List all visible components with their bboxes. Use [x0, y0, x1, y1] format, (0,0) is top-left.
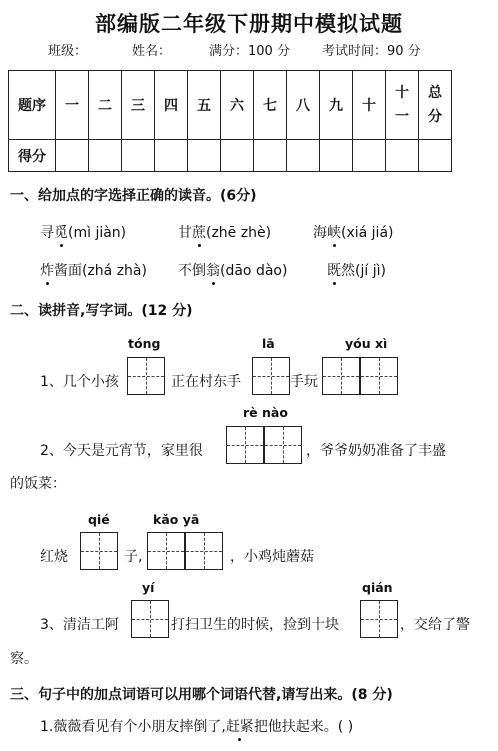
- score-cell[interactable]: [122, 140, 155, 172]
- q2-text-a: 2、今天是元宵节，家里很: [40, 443, 203, 459]
- col-header-eleven: 十 一: [386, 71, 419, 140]
- col-header: 三: [122, 71, 155, 140]
- score-cell[interactable]: [320, 140, 353, 172]
- q2-text-b: ，爷爷奶奶准备了丰盛: [306, 443, 446, 459]
- pinyin-tong: tóng: [128, 336, 161, 351]
- col-header: 五: [188, 71, 221, 140]
- score-cell[interactable]: [56, 140, 89, 172]
- pinyin-item: 寻觅(mì jiàn): [40, 222, 126, 242]
- row-label-tixu: 题序: [9, 71, 56, 140]
- write-box[interactable]: [226, 426, 264, 464]
- pinyin-youxi: yóu xì: [345, 336, 388, 351]
- write-box[interactable]: [264, 426, 302, 464]
- q2b-text-c: ，小鸡炖蘑菇: [230, 549, 314, 565]
- name-label: 姓名：: [132, 44, 172, 59]
- col-header: 四: [155, 71, 188, 140]
- write-box[interactable]: [360, 357, 398, 395]
- exam-time: 考试时间：90 分: [322, 44, 421, 59]
- pinyin-renao: rè nào: [243, 405, 288, 420]
- q1-text-b: 正在村东手: [171, 374, 241, 390]
- score-cell[interactable]: [419, 140, 452, 172]
- score-cell[interactable]: [287, 140, 320, 172]
- score-cell[interactable]: [188, 140, 221, 172]
- table-row: [9, 140, 452, 172]
- col-header: 二: [89, 71, 122, 140]
- pinyin-qie: qié: [88, 512, 110, 527]
- section3-heading: 三、句子中的加点词语可以用哪个词语代替,请写出来。(8 分): [10, 687, 393, 703]
- write-box[interactable]: [185, 532, 223, 570]
- pinyin-item: 海峡(xiá jiá): [313, 222, 394, 242]
- page-title: 部编版二年级下册期中模拟试题: [95, 12, 403, 36]
- row-label-defen: 得分: [9, 140, 56, 172]
- score-cell[interactable]: [254, 140, 287, 172]
- section2-heading: 二、读拼音,写字词。(12 分): [10, 303, 193, 319]
- write-box[interactable]: [80, 532, 118, 570]
- full-score: 满分：100 分: [209, 44, 290, 59]
- write-box[interactable]: [360, 600, 398, 638]
- score-cell[interactable]: [221, 140, 254, 172]
- pinyin-item: 既然(jí jì): [327, 260, 386, 280]
- score-table: [8, 70, 452, 172]
- pinyin-item: 不倒翁(dāo dào): [178, 260, 287, 280]
- q2b-text-b: 子,: [124, 549, 143, 565]
- class-label: 班级：: [48, 44, 88, 59]
- q3-text-d: 察。: [10, 651, 38, 667]
- score-cell[interactable]: [353, 140, 386, 172]
- pinyin-item: 甘蔗(zhē zhè): [178, 222, 271, 242]
- pinyin-kaoya: kǎo yā: [153, 512, 200, 527]
- q1-text-a: 1、几个小孩: [40, 374, 119, 390]
- write-box[interactable]: [252, 357, 290, 395]
- col-header-total: 总 分: [419, 71, 452, 140]
- table-row: [9, 71, 452, 140]
- write-box[interactable]: [147, 532, 185, 570]
- write-box[interactable]: [131, 600, 169, 638]
- col-header: 一: [56, 71, 89, 140]
- q3-text-c: ，交给了警: [400, 617, 470, 633]
- pinyin-yi: yí: [142, 580, 155, 595]
- q3-text-b: 打扫卫生的时候，捡到十块: [171, 617, 339, 633]
- section3-q1: 1.薇薇看见有个小朋友摔倒了,赶紧把他扶起来。( ): [40, 716, 353, 736]
- col-header: 八: [287, 71, 320, 140]
- pinyin-qian: qián: [362, 580, 393, 595]
- col-header: 六: [221, 71, 254, 140]
- col-header: 九: [320, 71, 353, 140]
- col-header: 十: [353, 71, 386, 140]
- score-cell[interactable]: [89, 140, 122, 172]
- score-cell[interactable]: [386, 140, 419, 172]
- pinyin-la: lā: [262, 336, 275, 351]
- pinyin-item: 炸酱面(zhá zhà): [40, 260, 147, 280]
- q2b-text-a: 红烧: [40, 549, 68, 565]
- section1-heading: 一、给加点的字选择正确的读音。(6分): [10, 188, 257, 204]
- col-header: 七: [254, 71, 287, 140]
- write-box[interactable]: [322, 357, 360, 395]
- write-box[interactable]: [127, 357, 165, 395]
- score-cell[interactable]: [155, 140, 188, 172]
- q2-text-c: 的饭菜：: [10, 476, 66, 492]
- q1-text-c: 手玩: [290, 374, 318, 390]
- q3-text-a: 3、清洁工阿: [40, 617, 119, 633]
